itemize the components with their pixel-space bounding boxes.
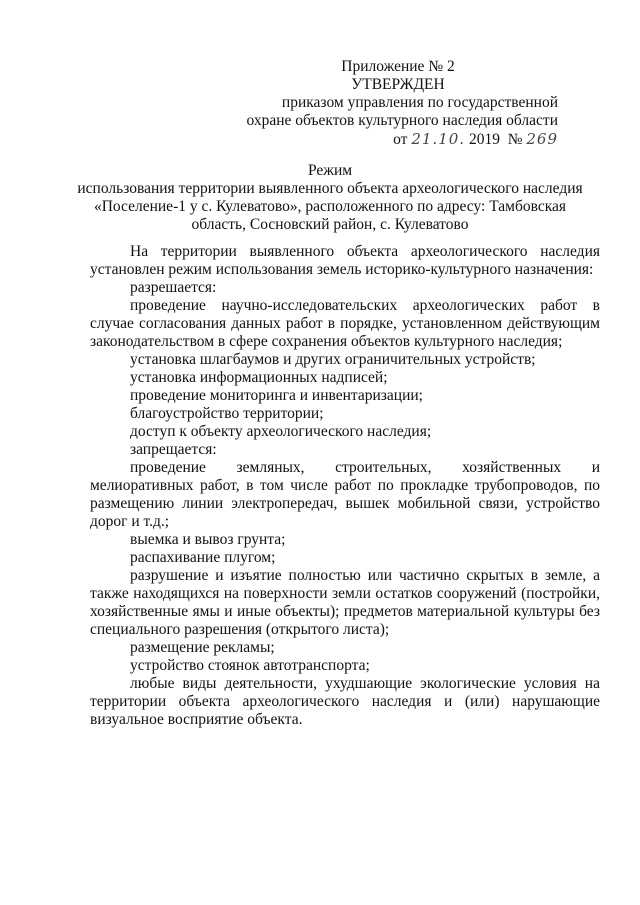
heading-title: Режим (307, 162, 353, 179)
paragraph-forbidden-destruction: разрушение и изъятие полностью или частично скрытых в земле, а также находящихся на поверхности земли остатков сооружений (постройки, хозяйственные ямы и иные объекты); предметов материальной культуры без специального разрешения (открытого листа); (90, 567, 600, 638)
paragraph-forbidden-ecology: любые виды деятельности, ухудшающие экологические условия на территории объекта археологического наследия и (или) нарушающие визуальное восприятие объекта. (90, 675, 600, 728)
paragraph-forbidden-header: запрещается: (130, 441, 217, 458)
order-date-line (238, 130, 558, 149)
paragraph-allowed-monitoring: проведение мониторинга и инвентаризации; (130, 387, 423, 404)
paragraph-forbidden-construction: проведение земляных, строительных, хозяйственных и мелиоративных работ, в том числе работ по прокладке трубопроводов, по размещению линии электропередач, вышек мобильной связи, устройство дорог и т.д.; (90, 459, 600, 530)
order-issuer-line1: приказом управления по государственной (281, 94, 558, 111)
paragraph-allowed-research: проведение научно-исследовательских археологических работ в случае согласования данных работ в порядке, установленном действующим законодательством в сфере сохранения объектов культурного наследия; (90, 297, 600, 350)
order-issuer-line2: охране объектов культурного наследия области (246, 112, 558, 129)
heading-line-2: «Поселение-1 у с. Кулеватово», расположенного по адресу: Тамбовская (93, 198, 567, 215)
paragraph-intro: На территории выявленного объекта археологического наследия установлен режим использования земель историко-культурного назначения: (90, 243, 600, 278)
paragraph-allowed-access: доступ к объекту археологического наследия; (130, 423, 432, 440)
document-heading (60, 162, 600, 234)
paragraph-forbidden-soil: выемка и вывоз грунта; (130, 531, 286, 548)
heading-line-1: использования территории выявленного объекта археологического наследия (77, 180, 583, 197)
paragraph-forbidden-parking: устройство стоянок автотранспорта; (130, 657, 370, 674)
paragraph-allowed-landscaping: благоустройство территории; (130, 405, 324, 422)
order-year: 2019 (468, 131, 500, 148)
paragraph-allowed-header: разрешается: (130, 279, 217, 296)
paragraph-allowed-signs: установка информационных надписей; (130, 369, 388, 386)
handwritten-date: 21.10. (411, 130, 466, 148)
appendix-number: Приложение № 2 (341, 58, 455, 75)
paragraph-allowed-barriers: установка шлагбаумов и других ограничительных устройств; (130, 351, 536, 368)
paragraph-forbidden-plowing: распахивание плугом; (130, 549, 276, 566)
document-body (90, 243, 600, 729)
paragraph-forbidden-ads: размещение рекламы; (130, 639, 275, 656)
heading-line-3: область, Сосновский район, с. Кулеватово (191, 216, 469, 233)
approved-label: УТВЕРЖДЕН (351, 76, 445, 93)
handwritten-number: 269 (526, 130, 558, 148)
approval-block (238, 58, 558, 149)
date-prefix: от (393, 131, 408, 148)
number-sign: № (507, 131, 523, 148)
